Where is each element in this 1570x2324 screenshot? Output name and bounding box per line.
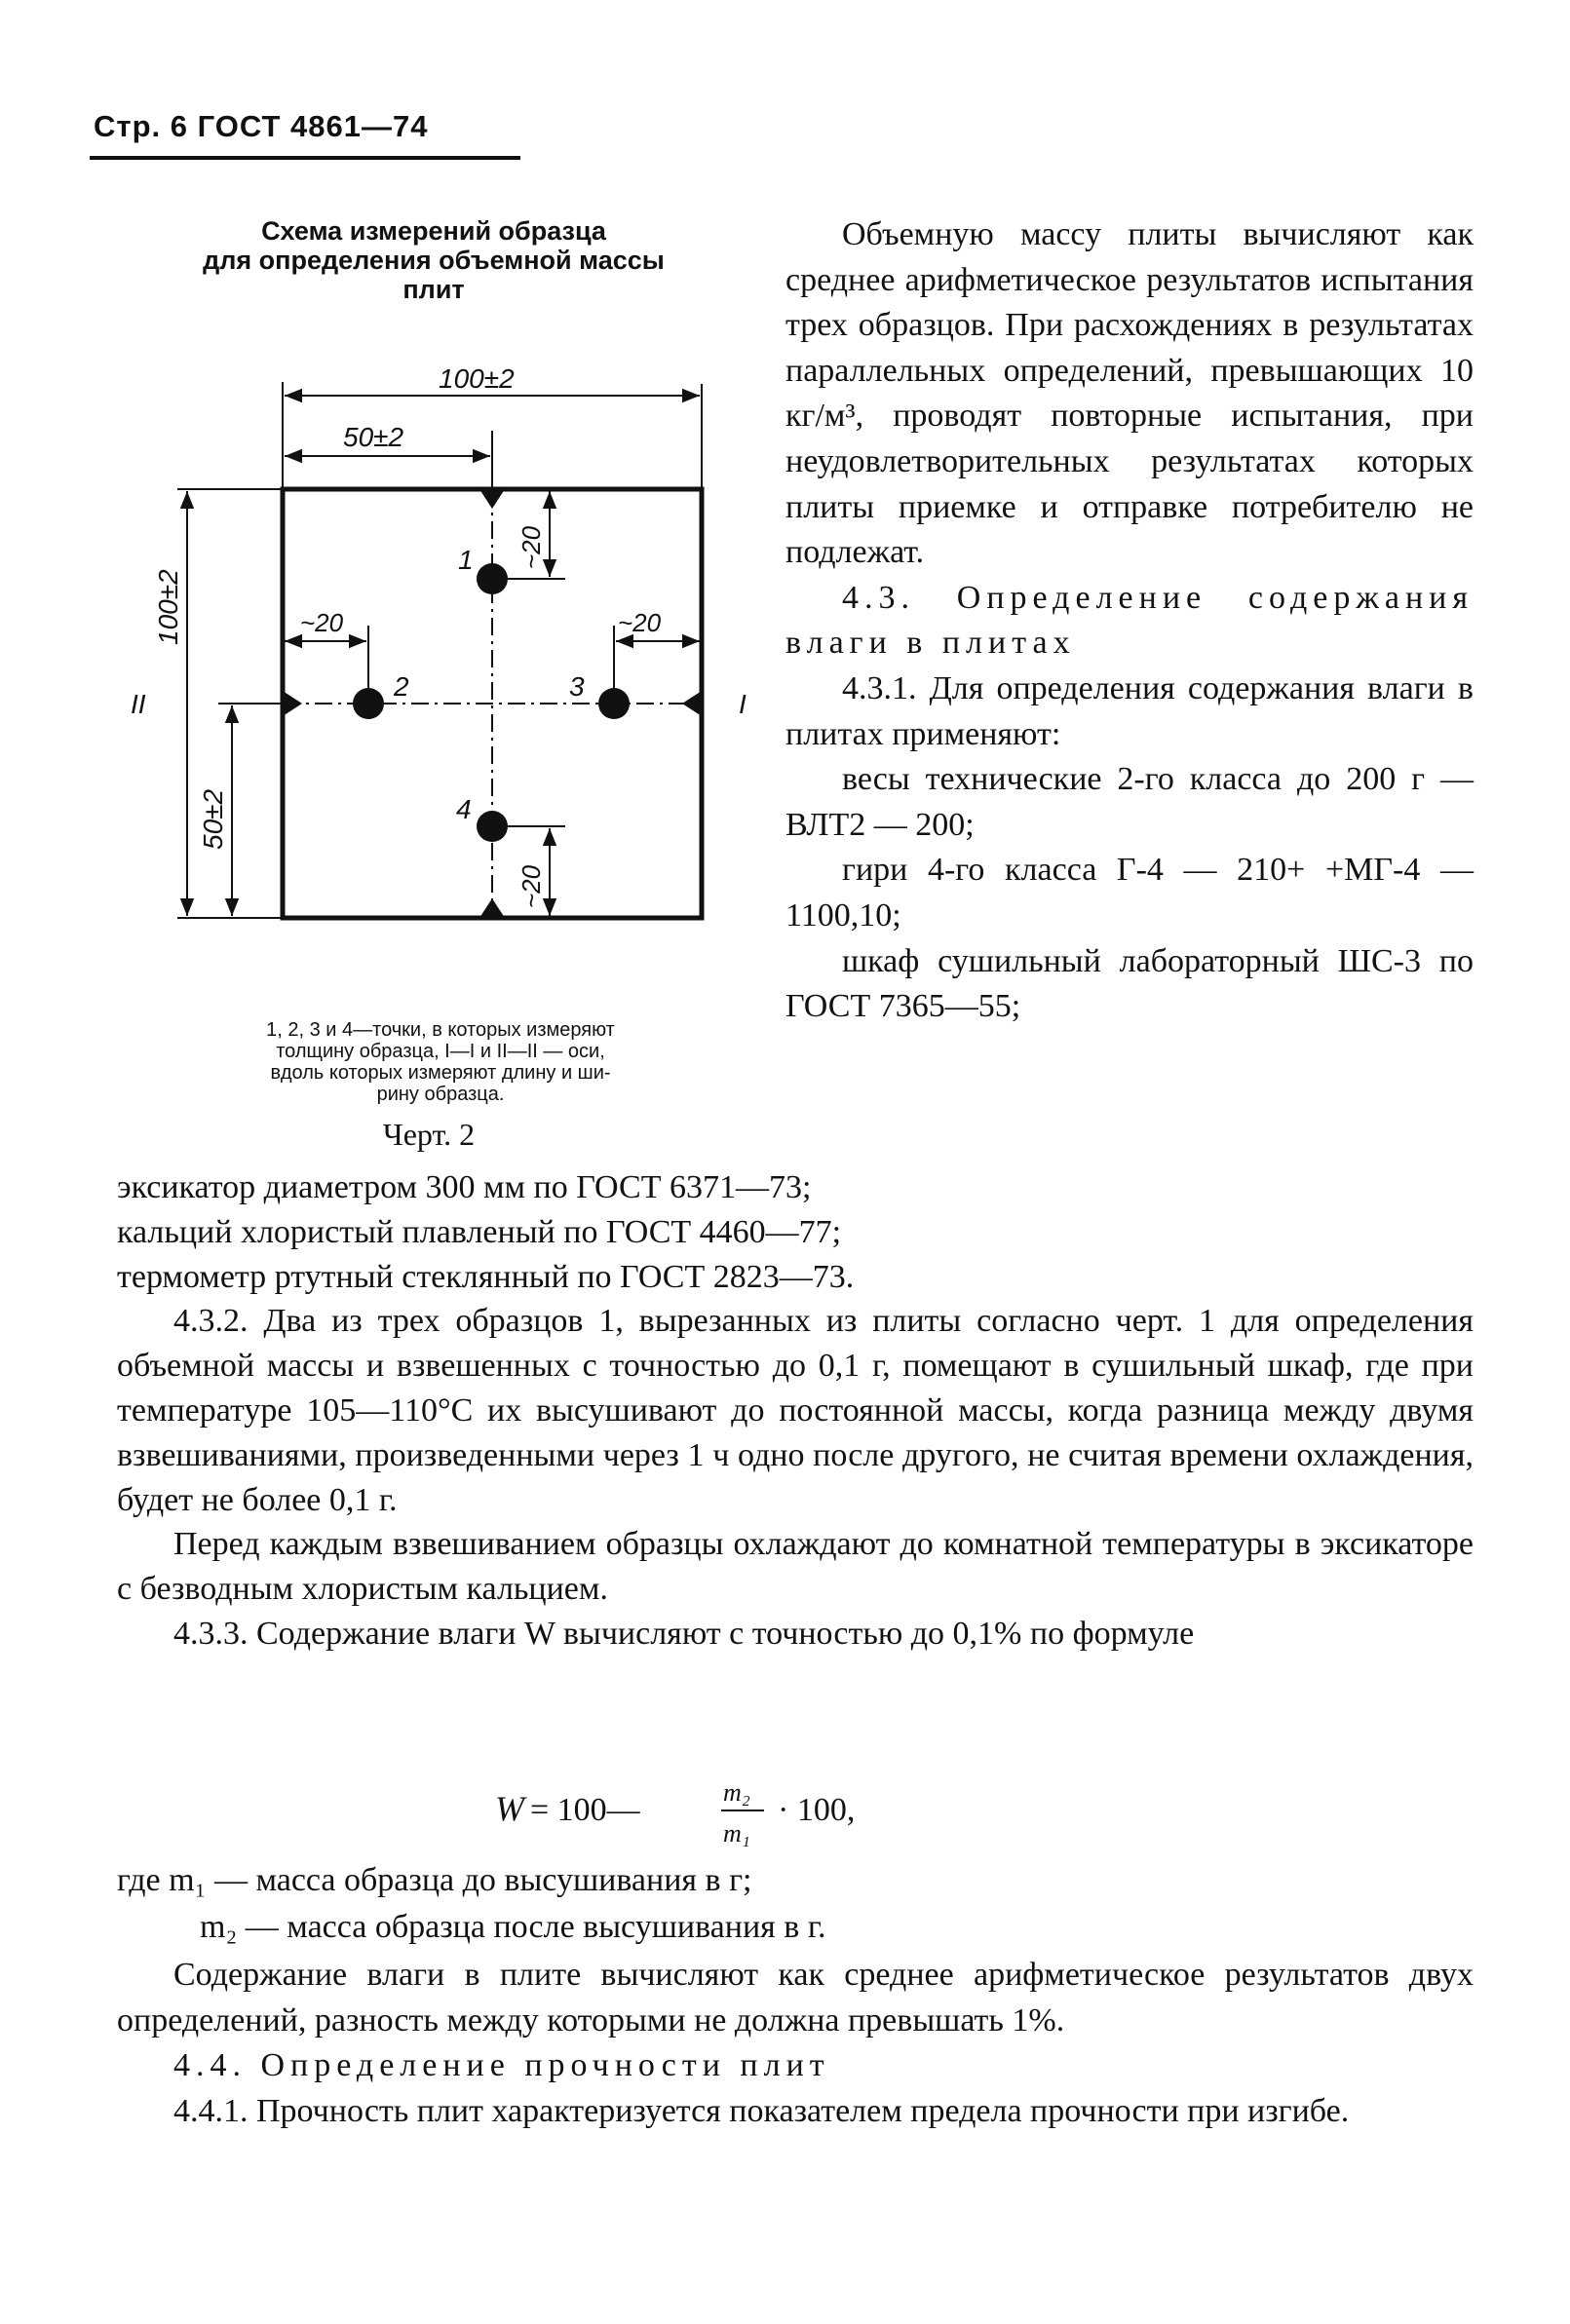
paragraph-4-3-3: 4.3.3. Содержание влаги W вычисляют с точностью до 0,1% по формуле bbox=[173, 1615, 1195, 1652]
equipment-item-scales: весы технические 2-го класса до 200 г — ВЛТ2 — 200; bbox=[785, 761, 1474, 843]
caption-line: рину образца. bbox=[376, 1084, 505, 1105]
axis-label-right: I bbox=[739, 689, 747, 719]
axis-label-left: II bbox=[131, 689, 146, 719]
point-label-1: 1 bbox=[458, 545, 474, 575]
equipment-item-desiccator: эксикатор диаметром 300 мм по ГОСТ 6371—73; bbox=[117, 1169, 812, 1205]
formula-denominator: m₁ bbox=[723, 1819, 750, 1848]
running-head: Стр. 6 ГОСТ 4861—74 bbox=[94, 109, 429, 143]
equipment-item-calcium: кальций хлористый плавленый по ГОСТ 4460—77; bbox=[117, 1213, 842, 1250]
caption-line: вдоль которых измеряют длину и ши- bbox=[270, 1062, 611, 1084]
figure-label: Черт. 2 bbox=[382, 1117, 476, 1152]
point-4 bbox=[477, 811, 508, 842]
axis-mark-top bbox=[479, 489, 505, 509]
dim-height-total: 100±2 bbox=[153, 569, 183, 645]
paragraph-volume-mass: Объемную массу плиты вычисляют как среднее арифметическое результатов испытания трех образцов. При расхождениях в результатах параллельных определений, превышающих 10 кг/м³, проводят повторные испытания, при неудовлетворительных результатах которых плиты приемке и отправке потребителю не подлежат. bbox=[785, 216, 1474, 571]
measurement-diagram bbox=[117, 362, 760, 937]
figure-title-line: Схема измерений образца bbox=[261, 216, 606, 246]
point-2 bbox=[353, 688, 384, 719]
dim-height-half: 50±2 bbox=[198, 788, 228, 850]
dim-bottom-offset: ~20 bbox=[517, 864, 546, 908]
paragraph-4-4-1: 4.4.1. Прочность плит характеризуется показателем предела прочности при изгибе. bbox=[173, 2092, 1350, 2129]
caption-line: толщину образца, I—I и II—II — оси, bbox=[276, 1041, 605, 1062]
point-1 bbox=[477, 563, 508, 594]
equipment-item-oven: шкаф сушильный лабораторный ШС-3 по ГОСТ 7365—55; bbox=[785, 942, 1474, 1025]
section-heading-4-3: 4.3. Определение содержания влаги в плитах bbox=[785, 579, 1474, 662]
figure-caption bbox=[158, 1019, 723, 1105]
point-label-3: 3 bbox=[569, 671, 585, 702]
section-heading-4-4: 4.4. Определение прочности плит bbox=[173, 2047, 830, 2083]
main-text bbox=[117, 1165, 1474, 1657]
point-label-2: 2 bbox=[394, 671, 409, 702]
caption-line: 1, 2, 3 и 4—точки, в которых измеряют bbox=[266, 1019, 615, 1041]
axis-mark-right bbox=[682, 691, 702, 716]
dim-top-offset: ~20 bbox=[517, 525, 546, 569]
dim-left-offset: ~20 bbox=[300, 608, 344, 637]
formula-eq: = 100— bbox=[530, 1792, 640, 1828]
tail-text bbox=[117, 1953, 1474, 2134]
formula-tail: · 100, bbox=[778, 1792, 856, 1828]
figure-title-line: плит bbox=[402, 275, 465, 304]
paragraph-average: Содержание влаги в плите вычисляют как среднее арифметическое результатов двух определений, разность между которыми не должна превышать 1%. bbox=[117, 1957, 1474, 2038]
formula-lhs: W bbox=[495, 1789, 524, 1828]
dim-width-half: 50±2 bbox=[343, 422, 404, 452]
dim-right-offset: ~20 bbox=[618, 608, 662, 637]
equipment-item-thermometer: термометр ртутный стеклянный по ГОСТ 2823—73. bbox=[117, 1258, 855, 1295]
formula-legend bbox=[117, 1857, 1474, 1951]
paragraph-4-3-2: 4.3.2. Два из трех образцов 1, вырезанных из плиты согласно черт. 1 для определения объемной массы и взвешенных с точностью до 0,1 г, помещают в сушильный шкаф, где при температуре 105—110°С их высушивают до постоянной массы, когда разница между двумя взвешиваниями, произведенными через 1 ч одно после другого, не считая времени охлаждения, будет не более 0,1 г. bbox=[117, 1303, 1474, 1518]
moisture-formula bbox=[456, 1772, 1041, 1849]
axis-mark-bottom bbox=[479, 898, 505, 918]
formula-numerator: m₂ bbox=[723, 1778, 750, 1807]
point-3 bbox=[598, 688, 630, 719]
dim-width-total: 100±2 bbox=[439, 363, 515, 394]
point-label-4: 4 bbox=[456, 794, 472, 824]
legend-m2: m₂ — масса образца после высушивания в г. bbox=[200, 1909, 826, 1945]
header-rule bbox=[90, 156, 520, 160]
figure-title bbox=[146, 216, 721, 304]
legend-m1: где m₁ — масса образца до высушивания в г; bbox=[117, 1862, 752, 1898]
figure-title-line: для определения объемной массы bbox=[203, 246, 665, 275]
axis-mark-left bbox=[283, 691, 302, 716]
paragraph-4-3-1: 4.3.1. Для определения содержания влаги в плитах применяют: bbox=[785, 669, 1474, 752]
equipment-item-weights: гири 4-го класса Г-4 — 210+ +МГ-4 — 1100,10; bbox=[785, 852, 1474, 933]
right-column bbox=[785, 212, 1474, 1030]
paragraph-cooling: Перед каждым взвешиванием образцы охлаждают до комнатной температуры в эксикаторе с безводным хлористым кальцием. bbox=[117, 1526, 1474, 1608]
